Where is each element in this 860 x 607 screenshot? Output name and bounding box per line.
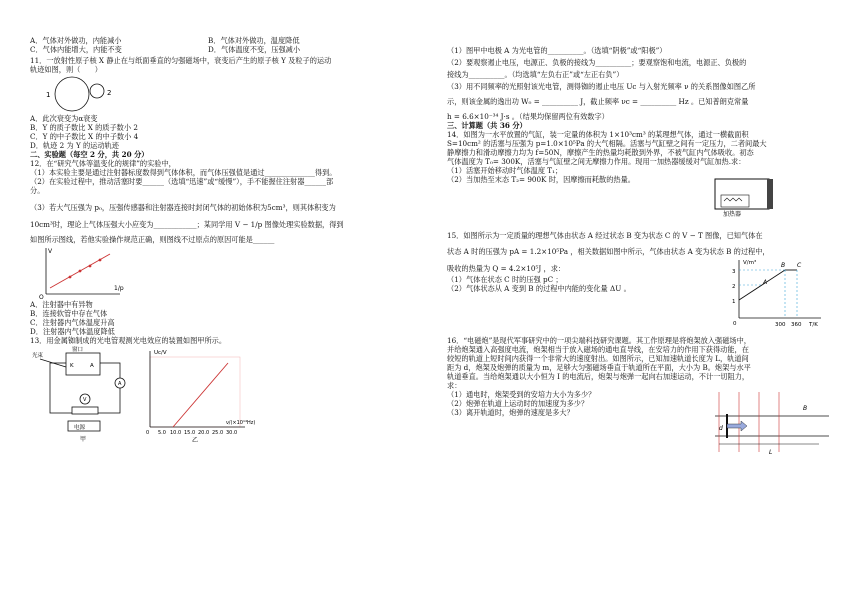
q12-point-2	[79, 270, 82, 273]
vt-xlabel: T/K	[809, 322, 818, 328]
q10-options-row1	[30, 36, 418, 45]
q12-axis-o: O	[39, 294, 44, 300]
vt-point-a: A	[763, 279, 768, 286]
q10-option-b: B．气体对外做功，温度降低	[208, 36, 300, 45]
q15-body-row	[447, 256, 847, 328]
q16-line3: 较短的轨道上短时间内获得一个非常大的速度射出。如图所示，已知加速轨道长度为 L，轨道间	[447, 354, 749, 363]
q16-sub-block	[447, 390, 697, 460]
section-3-heading: 三、计算题（共 36 分）	[447, 121, 527, 130]
q12-line3: （2）在实验过程中，推动活塞时要______（选填“迅速”或“缓慢”），手不能握住注射器______部	[30, 177, 334, 186]
trajectory-circles	[30, 74, 160, 114]
q12-point-3	[89, 265, 92, 268]
q13-sub1: （1）图甲中电极 A 为光电管的__________。（选填“阴极”或“阳极”）	[447, 46, 667, 55]
left-column	[30, 36, 418, 445]
graph-tick-4: 20.0	[198, 430, 210, 436]
q10-option-c: C．气体内能增大，内能不变	[30, 45, 122, 54]
right-column	[447, 46, 847, 460]
q13-sub3-constant: h = 6.6×10⁻³⁴ J·s 。（结果均保留两位有效数字）	[447, 112, 609, 121]
q11-option-d: D．轨迹 2 为 Y 的运动轨迹	[30, 141, 119, 150]
vt-point-c: C	[797, 262, 802, 269]
q15-text-block	[447, 256, 707, 328]
vt-point-b: B	[781, 262, 786, 269]
q15-sub2: （2）气体状态从 A 变到 B 的过程中内能的变化量 ΔU 。	[447, 284, 631, 293]
q15-vt-graph	[717, 256, 827, 328]
q14-sub2-row	[447, 175, 847, 217]
q14-line2: S=10cm² 的活塞与压强为 p=1.0×10⁵Pa 的大气相隔。活塞与气缸壁之间有一定压力，二者间最大	[447, 139, 767, 148]
vt-ylabel: V/m³	[743, 260, 757, 266]
trajectory-1-circle	[55, 77, 89, 111]
q11-stem-line2: 轨迹如图，则（ ）	[30, 65, 102, 74]
q11-option-b: B．Y 的质子数比 X 的质子数小 2	[30, 123, 138, 132]
label-k: K	[70, 363, 74, 369]
projectile-icon	[727, 421, 747, 431]
q12-line4: 分。	[30, 186, 45, 195]
label-d: d	[719, 425, 723, 432]
q12-option-b: B．连接软管中存在气体	[30, 309, 108, 318]
vt-ytick-1: 1	[732, 299, 736, 305]
rheostat	[72, 407, 98, 414]
heater-box	[721, 195, 749, 207]
q13-sub3: （3）用不同频率的光照射该光电管，测得铷的遏止电压 Uc 与入射光频率 ν 的关系图像如图乙所	[447, 82, 756, 91]
q12-option-a: A．注射器中有异物	[30, 300, 93, 309]
heater-label: 加热器	[723, 211, 742, 217]
q13-sub3-cont: 示，则该金属的逸出功 W₀ = __________ J，截止频率 νc = __________ Hz 。已知普朗克常量	[447, 97, 749, 106]
label-window: 窗口	[72, 347, 84, 353]
vt-ytick-2: 2	[732, 284, 736, 290]
vt-xtick-300: 300	[775, 322, 786, 328]
q16-sub2: （2）炮弹在轨道上运动时的加速度为多少？	[447, 399, 589, 408]
q14-line3: 静摩擦力和滑动摩擦力均为 f=50N，摩擦产生的热量均耗散到外界，不被气缸内气体吸收。初态	[447, 148, 754, 157]
caption-yi: 乙	[192, 437, 199, 444]
label-b: B	[803, 405, 808, 412]
q10-option-a: A．气体对外做功，内能减小	[30, 36, 122, 45]
q12-point-1	[69, 276, 72, 279]
q13-sub2-cont: 接线为__________。（均选填“左负右正”或“左正右负”）	[447, 70, 624, 79]
graph-xlabel: ν/(×10¹⁴Hz)	[226, 420, 256, 426]
q16-line1: 16．“电磁炮”是现代军事研究中的一项尖端科技研究课题。其工作原理是将炮架放入强磁场中，	[447, 336, 751, 345]
q16-line2: 并给炮架通入高强度电流，炮架相当于放入磁场的通电直导线，在安培力的作用下获得动能，在	[447, 345, 749, 354]
q12-line2: （1）本实验主要是通过注射器标度数得到气体体积，而气体压强值是通过______________得到。	[30, 168, 337, 177]
q16-body-row	[447, 390, 847, 460]
q13-sub2: （2）要观察遏止电压，电源正、负极的接线为__________；要观察饱和电流，电源正、负极的	[447, 58, 747, 67]
trajectory-2-circle	[90, 84, 104, 98]
q14-line1: 14．如图为一水平放置的气缸，装一定量的体积为 1×10³cm³ 的某理想气体，通过一横截面积	[447, 130, 749, 139]
graph-tick-1: 5.0	[158, 430, 166, 436]
label-v: V	[83, 397, 87, 403]
vt-xtick-360: 360	[791, 322, 802, 328]
vt-origin: 0	[733, 321, 737, 327]
q16-line6: 求：	[447, 381, 462, 390]
q15-line3: 吸收的热量为 Q = 4.2×10⁵J ，求：	[447, 264, 566, 273]
section-2-heading: 二、实验题（每空 2 分，共 20 分）	[30, 150, 149, 159]
q12-v-inverse-p-graph	[30, 244, 150, 300]
q12-option-d: D．注射器内气体温度降低	[30, 327, 115, 336]
graph-grid-frame	[150, 357, 240, 427]
q10-option-d: D．气体温度不变，压强减小	[208, 45, 301, 54]
q12-axis-x: 1/p	[114, 285, 124, 292]
q12-line1: 12．在“研究气体等温变化的规律”的实验中，	[30, 159, 176, 168]
q12-graph	[30, 244, 418, 300]
q12-line5: （3）若大气压强为 p₀，压强传感器和注射器连接时封闭气体的初始体积为5cm³，则其体积变为	[30, 203, 336, 212]
graph-tick-2: 10.0	[170, 430, 182, 436]
q16-sub3: （3）离开轨道时，炮弹的速度是多大？	[447, 408, 574, 417]
q13-circuit-and-graph	[30, 345, 260, 445]
label-power: 电源	[74, 425, 86, 431]
q16-line4: 距为 d，炮架及炮弹的质量为 m，足够大匀强磁场垂直于轨道所在平面，大小为 B。炮架与水平	[447, 363, 751, 372]
graph-tick-3: 15.0	[184, 430, 196, 436]
graph-tick-6: 30.0	[226, 430, 238, 436]
q15-line1: 15．如图所示为一定质量的理想气体由状态 A 经过状态 B 变为状态 C 的 V − T 图像，已知气体在	[447, 231, 763, 240]
q14-line4: 气体温度为 T₀= 300K，活塞与气缸壁之间无摩擦力作用。现用一加热器缓缓对气缸加热.求：	[447, 157, 746, 166]
trajectory-label-1: 1	[46, 91, 51, 99]
q14-sub1: （1）活塞开始移动时气体温度 T₁；	[447, 166, 563, 175]
q14-sub2: （2）当加热至末态 T₂= 900K 时，因摩擦而耗散的热量。	[447, 175, 635, 184]
graph-uc-line	[173, 363, 228, 427]
q11-option-a: A．此次衰变为α衰变	[30, 114, 98, 123]
graph-tick-0: 0	[146, 430, 150, 436]
label-l: L	[769, 449, 773, 456]
caption-jia: 甲	[80, 436, 87, 443]
graph-tick-5: 25.0	[212, 430, 224, 436]
q11-stem-line1: 11．一放射性原子核 X 静止在与纸面垂直的匀强磁场中，衰变后产生的原子核 Y 及粒子的运动	[30, 56, 332, 65]
q11-trajectory-figure	[30, 74, 418, 114]
q15-sub1: （1）气体在状态 C 时的压强 pC ；	[447, 275, 563, 284]
q12-point-4	[99, 259, 102, 262]
q13-figures	[30, 345, 418, 445]
q16-line5: 轨道垂直。当给炮架通以大小恒为 I 的电流后，炮架与炮弹一起向右加速运动，不计一切阻力，	[447, 372, 750, 381]
q12-axis-v: V	[48, 248, 53, 255]
q12-line7: 如图所示图线，若他实验操作规范正确，则图线不过原点的原因可能是______	[30, 235, 275, 244]
q16-sub1: （1）通电时，炮架受到的安培力大小为多少？	[447, 390, 596, 399]
graph-ylabel: Uc/V	[154, 350, 167, 356]
q12-line6: 10cm³时，理论上气体压强大小应变为____________；某同学用 V − 1/p 图像处理实验数据，得到	[30, 220, 344, 229]
q10-options-row2	[30, 45, 418, 54]
q14-cylinder-figure	[697, 175, 797, 217]
q15-line2: 状态 A 时的压强为 pA = 1.2×10⁵Pa ，相关数据如图中所示，气体由状态 A 变为状态 B 的过程中，	[447, 247, 770, 256]
label-beam: 光束	[32, 353, 44, 359]
vt-ytick-3: 3	[732, 269, 736, 275]
piston	[767, 179, 773, 209]
label-ammeter: A	[118, 381, 122, 387]
label-electrode-a: A	[90, 363, 94, 369]
q11-option-c: C．Y 的中子数比 X 的中子数小 4	[30, 132, 139, 141]
q12-option-c: C．注射器内气体温度升高	[30, 318, 115, 327]
trajectory-label-2: 2	[107, 89, 112, 97]
q13-stem: 13．用金属铷制成的光电管观测光电效应的装置如图甲所示。	[30, 336, 227, 345]
q16-railgun-figure	[709, 390, 839, 460]
